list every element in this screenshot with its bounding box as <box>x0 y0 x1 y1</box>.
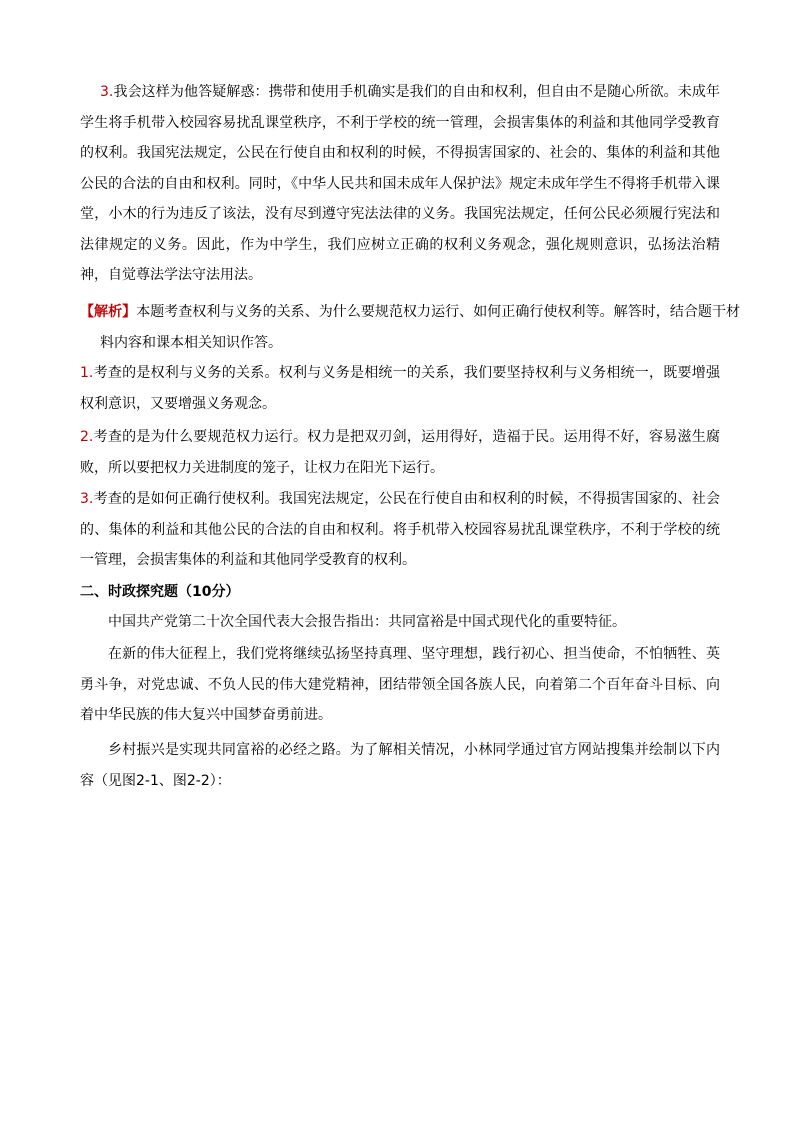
section-2-heading: 二、时政探究题（10分） <box>80 584 240 600</box>
point-1-text: 考查的是权利与义务的关系。权利与义务是相统一的关系，我们要坚持权利与义务相统一，既要增强权利意识，又要增强义务观念。 <box>80 365 720 412</box>
point-3-text: 考查的是如何正确行使权利。我国宪法规定，公民在行使自由和权利的时候，不得损害国家的、社会的、集体的利益和其他公民的合法的自由和权利。将手机带入校园容易扰乱课堂秩序，不利于学校的统一管理，会损害集体的利益和其他同学受教育的权利。 <box>80 491 720 568</box>
point-3 <box>80 484 720 576</box>
point-1-number: 1. <box>80 365 94 381</box>
point-2-text: 考查的是为什么要规范权力运行。权力是把双刃剑，运用得好，造福于民。运用得不好，容易滋生腐败，所以要把权力关进制度的笼子，让权力在阳光下运行。 <box>80 429 720 476</box>
point-3-number: 3. <box>80 491 94 507</box>
analysis-paragraph <box>80 297 740 358</box>
answer-number: 3. <box>100 84 114 100</box>
section-2-paragraph-2: 在新的伟大征程上，我们党将继续弘扬坚持真理、坚守理想，践行初心、担当使命，不怕牺牲、英勇斗争，对党忠诚、不负人民的伟大建党精神，团结带领全国各族人民，向着第二个百年奋斗目标、向着中华民族的伟大复兴中国梦奋勇前进。 <box>80 646 720 723</box>
section-2-paragraph-3: 乡村振兴是实现共同富裕的必经之路。为了解相关情况，小林同学通过官方网站搜集并绘制以下内容（见图2-1、图2-2）： <box>80 742 720 789</box>
point-2-number: 2. <box>80 429 94 445</box>
analysis-text: 本题考查权利与义务的关系、为什么要规范权力运行、如何正确行使权利等。解答时，结合题干材料内容和课本相关知识作答。 <box>100 304 741 351</box>
answer-paragraph <box>80 77 720 291</box>
point-2 <box>80 422 720 483</box>
point-1 <box>80 358 720 419</box>
section-2-paragraph-1: 中国共产党第二十次全国代表大会报告指出：共同富裕是中国式现代化的重要特征。 <box>108 614 626 630</box>
answer-text: 我会这样为他答疑解惑：携带和使用手机确实是我们的自由和权利，但自由不是随心所欲。未成年学生将手机带入校园容易扰乱课堂秩序，不利于学校的统一管理，会损害集体的利益和其他同学受教育的权利。我国宪法规定，公民在行使自由和权利的时候，不得损害国家的、社会的、集体的利益和其他公民的合法的自由和权利。同时，《中华人民共和国未成年人保护法》规定未成年学生不得将手机带入课堂，小木的行为违反了该法，没有尽到遵守宪法法律的义务。我国宪法规定，任何公民必须履行宪法和法律规定的义务。因此，作为中学生，我们应树立正确的权利义务观念，强化规则意识，弘扬法治精神，自觉尊法学法守法用法。 <box>80 84 720 283</box>
analysis-tag: 【解析】 <box>80 304 137 320</box>
